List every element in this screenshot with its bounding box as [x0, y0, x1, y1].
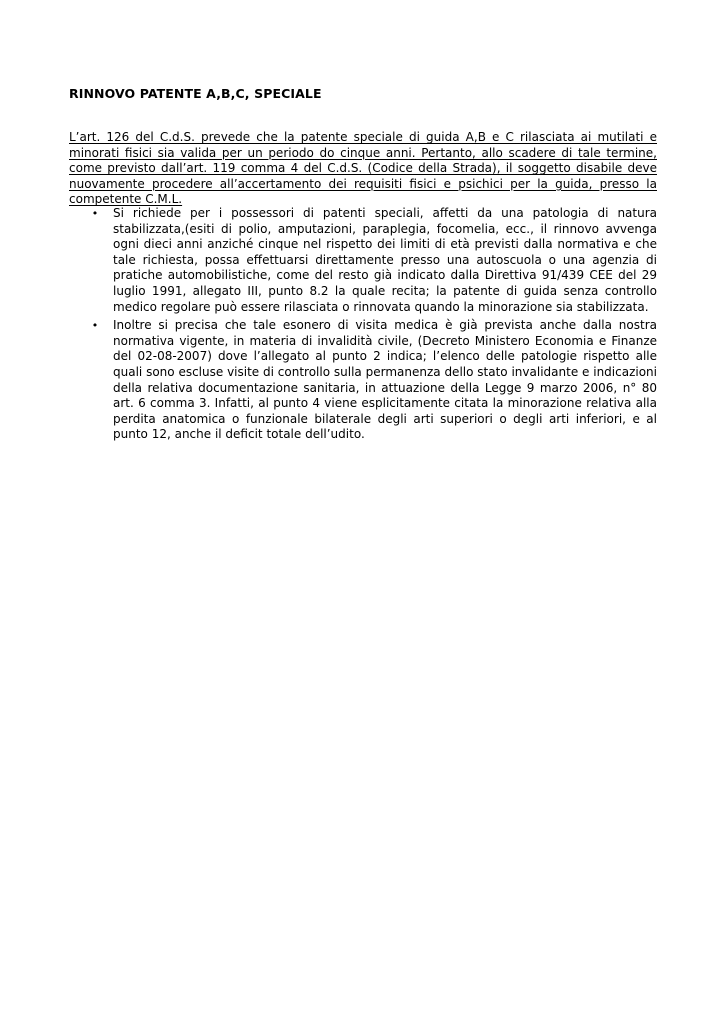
bullet-list	[69, 206, 657, 446]
bullet-icon: •	[91, 319, 99, 333]
document-title: RINNOVO PATENTE A,B,C, SPECIALE	[69, 86, 322, 101]
list-item	[69, 318, 657, 443]
list-item-text: Si richiede per i possessori di patenti speciali, affetti da una patologia di natura stabilizzata,(esiti di polio, amputazioni, paraplegia, focomelia, ecc., il rinnovo avvenga ogni dieci anni anziché cinque nel rispetto dei limiti di età previsti dalla normativa e che tale richiesta, possa effettuarsi direttamente presso una autoscuola o una agenzia di pratiche automobilistiche, come del resto già indicato dalla Direttiva 91/439 CEE del 29 luglio 1991, allegato III, punto 8.2 la quale recita; la patente di guida senza controllo medico regolare può essere rilasciata o rinnovata quando la minorazione sia stabilizzata.	[113, 206, 657, 314]
list-item-text: Inoltre si precisa che tale esonero di visita medica è già prevista anche dalla nostra normativa vigente, in materia di invalidità civile, (Decreto Ministero Economia e Finanze del 02-08-2007) dove l’allegato al punto 2 indica; l’elenco delle patologie rispetto alle quali sono escluse visite di controllo sulla permanenza dello stato invalidante e indicazioni della relativa documentazione sanitaria, in attuazione della Legge 9 marzo 2006, n° 80 art. 6 comma 3. Infatti, al punto 4 viene esplicitamente citata la minorazione relativa alla perdita anatomica o funzionale bilaterale degli arti superiori o degli arti inferiori, e al punto 12, anche il deficit totale dell’udito.	[113, 318, 657, 442]
intro-paragraph: L’art. 126 del C.d.S. prevede che la patente speciale di guida A,B e C rilasciata ai mutilati e minorati fisici sia valida per un periodo do cinque anni. Pertanto, allo scadere di tale termine, come previsto dall’art. 119 comma 4 del C.d.S. (Codice della Strada), il soggetto disabile deve nuovamente procedere all’accertamento dei requisiti fisici e psichici per la guida, presso la competente C.M.L.	[69, 130, 657, 207]
bullet-icon: •	[91, 207, 99, 220]
list-item	[69, 206, 657, 315]
